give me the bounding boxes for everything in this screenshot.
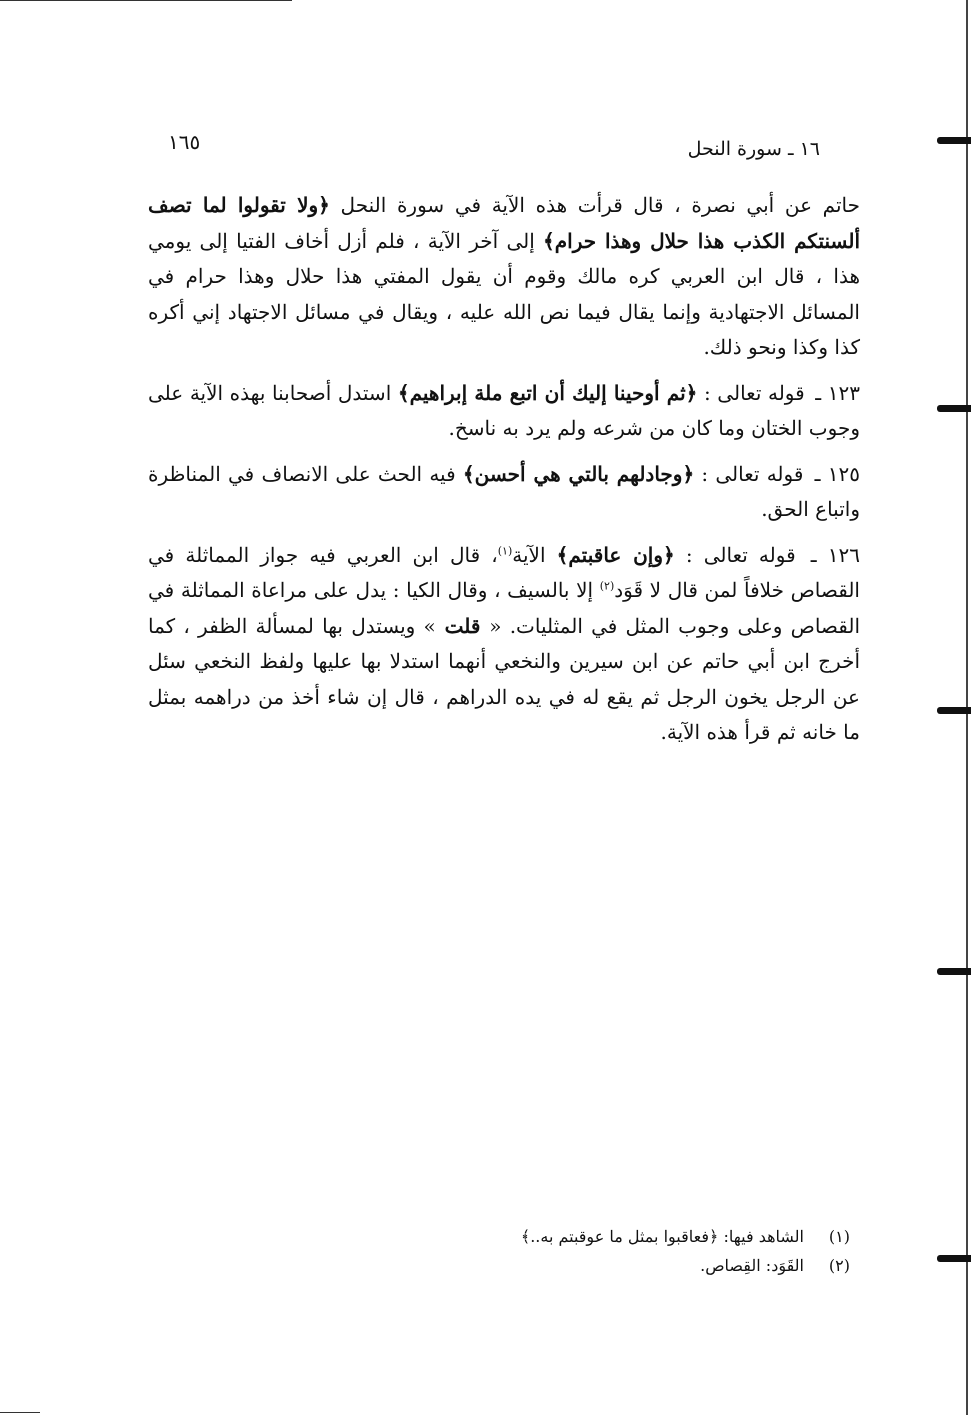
paragraph-text: » ويستدل بها لمسألة الظفر ، كما أخرج ابن أبي حاتم عن ابن سيرين والنخعي أنهما استدلا بها عليها ولفظ النخعي سئل عن الرجل يخون الرجل ثم يقع له في يده الدراهم ، قال إن شاء أخذ من دراهمه بمثل ما خانه ثم قرأ هذه الآية. xyxy=(148,613,860,744)
quran-quote: ﴿وجادلهم بالتي هي أحسن﴾ xyxy=(462,461,695,486)
paragraph-text: ، قال ابن العربي فيه جواز المماثلة في القصاص خلافاً لمن قال لا قَوَد xyxy=(148,542,860,602)
footnote-number: (٢) xyxy=(828,1256,850,1275)
page-header xyxy=(148,128,860,168)
paragraph-text: قوله تعالى : xyxy=(694,461,804,486)
verse-number: ١٢٦ ـ xyxy=(810,542,861,567)
page-edge-mark xyxy=(937,405,971,412)
paragraph-text: قوله تعالى : xyxy=(674,542,796,567)
footnotes xyxy=(350,1222,850,1280)
footnote-ref: (٢) xyxy=(599,579,615,593)
quran-quote: ﴿ولا تقولوا لما تصف ألسنتكم الكذب هذا حلال وهذا حرام﴾ xyxy=(148,193,861,253)
paragraph xyxy=(148,538,860,751)
paragraph xyxy=(148,457,860,528)
footnote-text: الشاهد فيها: ﴿فعاقبوا بمثل ما عوقبتم به..﴾ xyxy=(520,1227,804,1246)
scan-artifact-top xyxy=(0,0,292,1)
page-edge-mark xyxy=(937,707,971,714)
page-edge-mark xyxy=(937,137,971,144)
paragraph-text: فيه الحث على الانصاف في المناظرة واتباع الحق. xyxy=(148,461,860,521)
quran-quote: ﴿وإن عاقبتم﴾ xyxy=(556,542,675,567)
paragraph-text: استدل أصحابنا بهذه الآية على وجوب الختان وما كان من شرعه ولم يرد به ناسخ. xyxy=(148,380,860,440)
emphasis-text: قلت xyxy=(435,613,490,638)
footnote xyxy=(350,1222,850,1251)
paragraph-text: الآية xyxy=(512,542,557,567)
quran-quote: ﴿ثم أوحينا إليك أن اتبع ملة إبراهيم﴾ xyxy=(397,380,698,405)
scan-artifact-bottom xyxy=(0,1412,40,1413)
paragraph-text: حاتم عن أبي نصرة ، قال قرأت هذه الآية في سورة النحل xyxy=(329,193,860,217)
paragraph-text: قوله تعالى : xyxy=(697,380,805,405)
paragraph xyxy=(148,376,860,447)
footnote-ref: (١) xyxy=(497,543,513,557)
page-number: ١٦٥ xyxy=(168,130,201,154)
chapter-title: ١٦ ـ سورة النحل xyxy=(687,138,820,160)
page-edge-mark xyxy=(937,1255,971,1262)
body-text xyxy=(148,188,860,761)
verse-number: ١٢٥ ـ xyxy=(814,461,861,486)
footnote-text: القَوَد: القِصاص. xyxy=(700,1256,804,1275)
paragraph-text: إلا بالسيف ، وقال الكيا : يدل على مراعاة المماثلة في القصاص وعلى وجوب المثل في المثليات. « xyxy=(148,578,861,638)
footnote-number: (١) xyxy=(828,1227,850,1246)
footnote xyxy=(350,1251,850,1280)
paragraph xyxy=(148,188,860,366)
page-edge-mark xyxy=(937,968,971,975)
paragraph-text: إلى آخر الآية ، فلم أزل أخاف الفتيا إلى يومي هذا ، قال ابن العربي كره مالك وقوم أن يقول المفتي هذا حلال وهذا حرام في المسائل الاجتهادية وإنما يقال فيما نص الله عليه ، ويقال في مسائل الاجتهاد إني أكره كذا وكذا ونحو ذلك. xyxy=(148,228,860,359)
verse-number: ١٢٣ ـ xyxy=(815,380,860,405)
